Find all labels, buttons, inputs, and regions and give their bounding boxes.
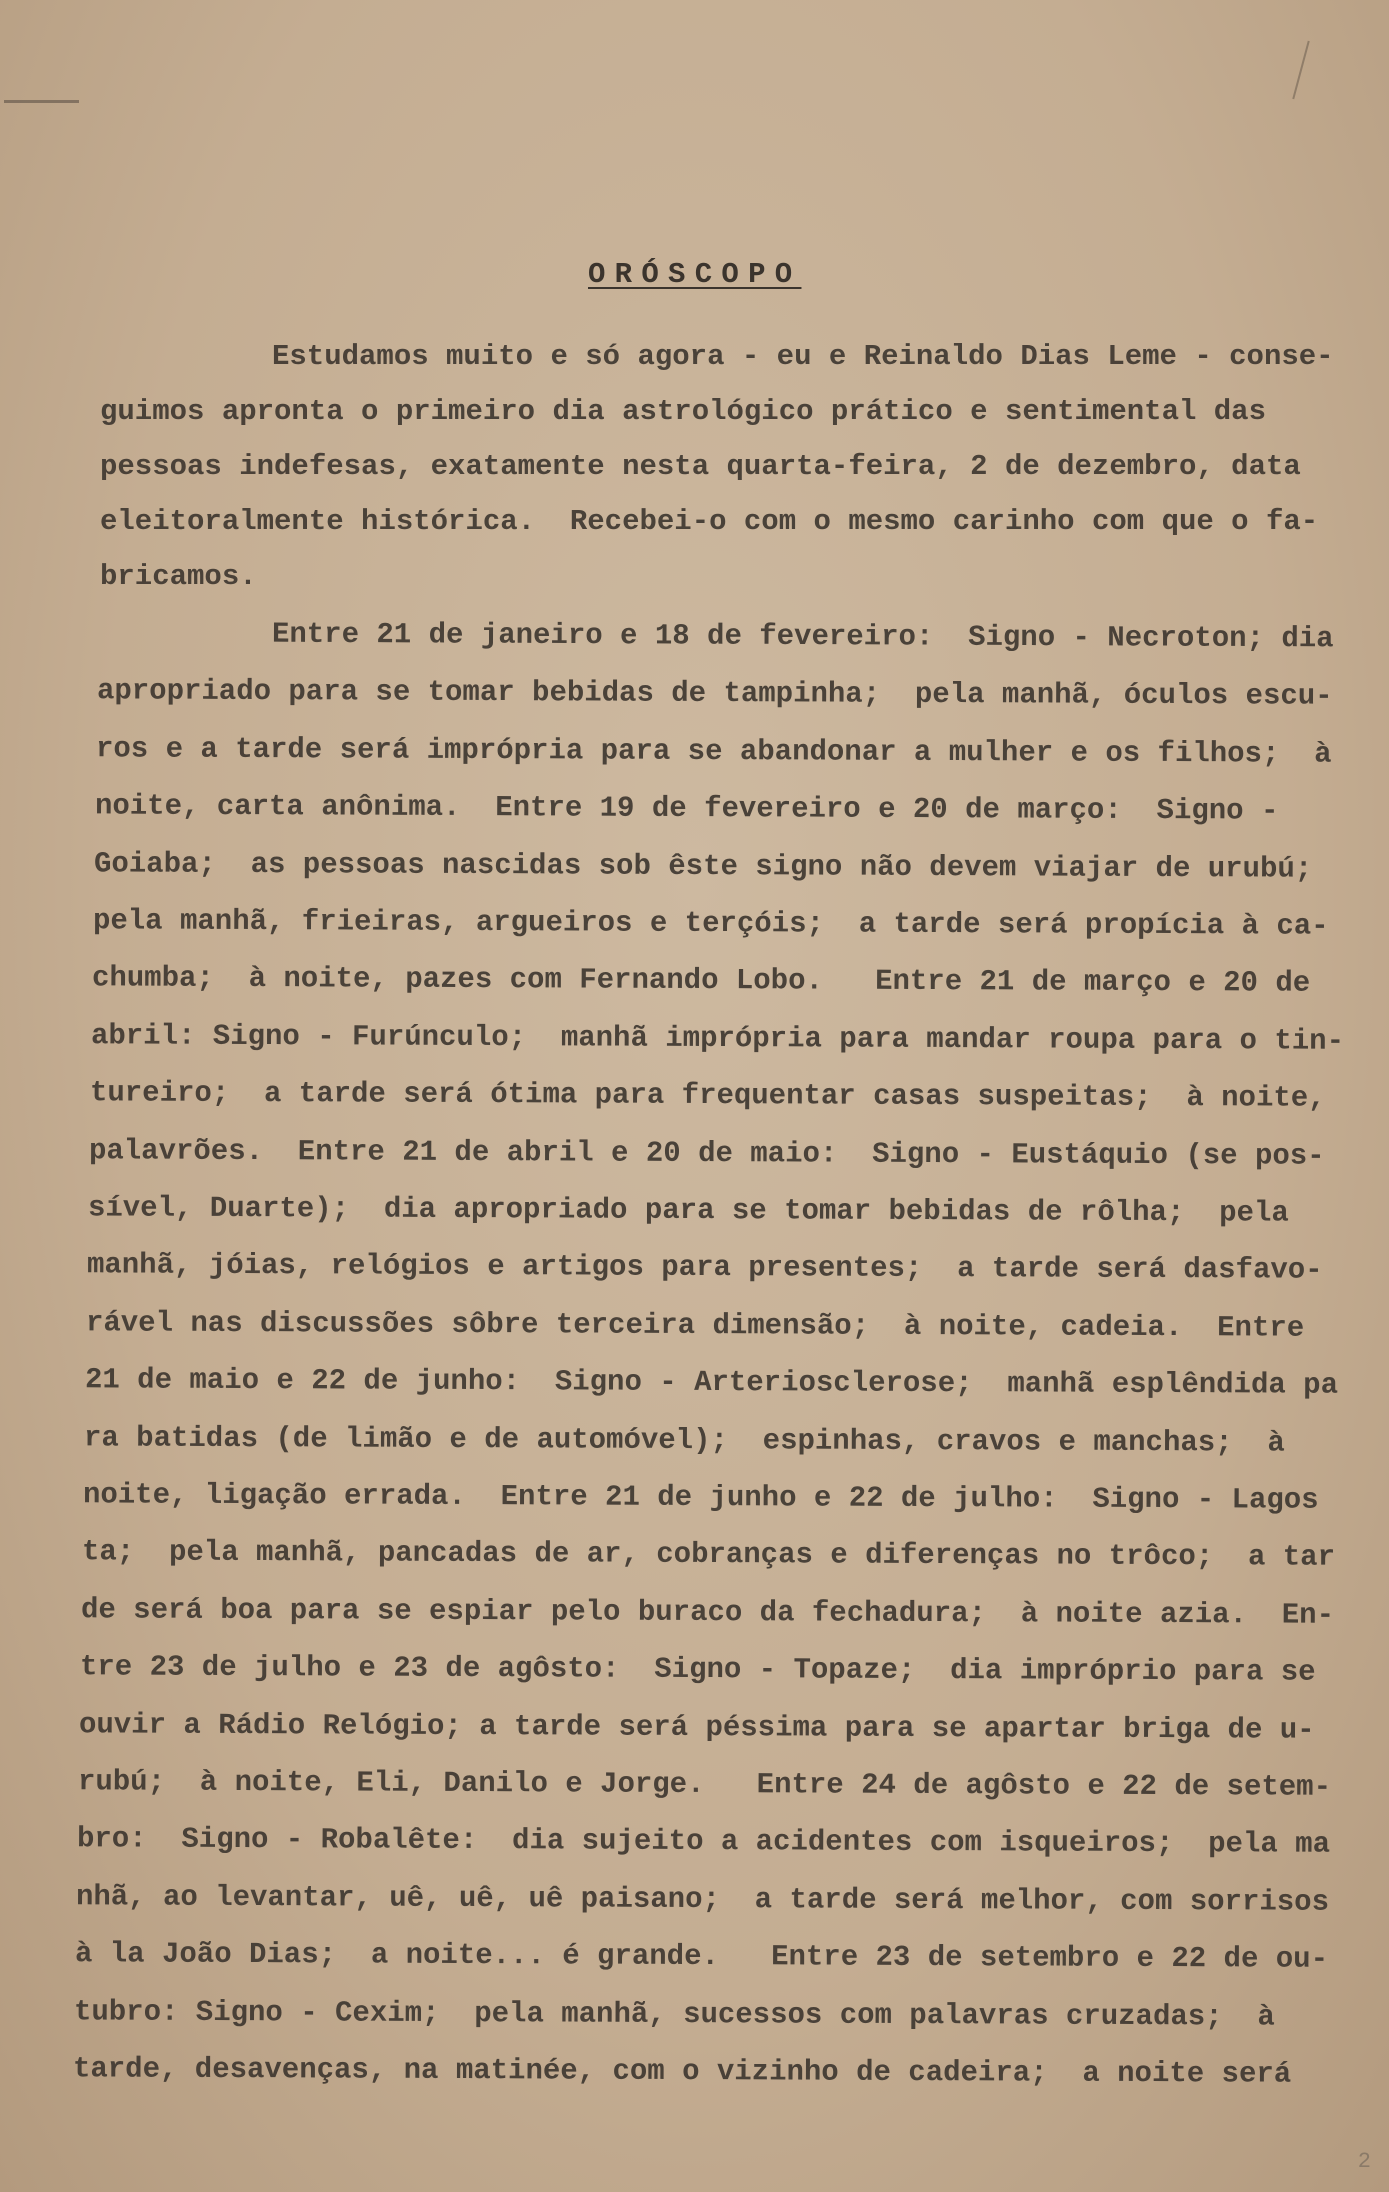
text-line: tubro: Signo - Cexim; pela manhã, sucessos com palavras cruzadas; à bbox=[73, 1994, 1275, 2034]
text-line: rubú; à noite, Eli, Danilo e Jorge. Entre 24 de agôsto e 22 de setem- bbox=[77, 1765, 1332, 1804]
text-line: bricamos. bbox=[100, 560, 257, 593]
text-line: palavrões. Entre 21 de abril e 20 de maio: Signo - Eustáquio (se pos- bbox=[88, 1133, 1325, 1173]
page-number: 2 bbox=[1357, 2149, 1371, 2174]
text-line: ra batidas (de limão e de automóvel); espinhas, cravos e manchas; à bbox=[83, 1420, 1285, 1460]
text-line: tarde, desavenças, na matinée, com o vizinho de cadeira; a noite será bbox=[72, 2052, 1292, 2091]
text-line: noite, ligação errada. Entre 21 de junho e 22 de julho: Signo - Lagos bbox=[82, 1478, 1319, 1517]
punch-mark bbox=[4, 100, 79, 103]
text-line: guimos apronta o primeiro dia astrológico prático e sentimental das bbox=[100, 395, 1266, 428]
text-line: chumba; à noite, pazes com Fernando Lobo. Entre 21 de março e 20 de bbox=[91, 961, 1311, 1001]
text-line: sível, Duarte); dia apropriado para se tomar bebidas de rôlha; pela bbox=[87, 1191, 1289, 1230]
text-line: Goiaba; as pessoas nascidas sob êste signo não devem viajar de urubú; bbox=[93, 846, 1313, 886]
text-line: manhã, jóias, relógios e artigos para presentes; a tarde será dasfavo- bbox=[86, 1248, 1323, 1288]
text-line: ros e a tarde será imprópria para se abandonar a mulher e os filhos; à bbox=[95, 732, 1332, 771]
text-line: de será boa para se espiar pelo buraco da fechadura; à noite azia. En- bbox=[80, 1593, 1335, 1632]
text-line: Entre 21 de janeiro e 18 de fevereiro: Signo - Necroton; dia bbox=[271, 617, 1334, 656]
pencil-mark bbox=[1292, 41, 1309, 99]
document-title: ORÓSCOPO bbox=[588, 258, 802, 291]
text-line: ta; pela manhã, pancadas de ar, cobranças e diferenças no trôco; a tar bbox=[81, 1535, 1336, 1575]
text-line: nhã, ao levantar, uê, uê, uê paisano; a tarde será melhor, com sorrisos bbox=[75, 1880, 1330, 1919]
text-line: apropriado para se tomar bebidas de tampinha; pela manhã, óculos escu- bbox=[96, 674, 1333, 714]
text-line: eleitoralmente histórica. Recebei-o com o mesmo carinho com que o fa- bbox=[100, 505, 1319, 538]
text-line: rável nas discussões sôbre terceira dimensão; à noite, cadeia. Entre bbox=[85, 1306, 1305, 1345]
text-line: 21 de maio e 22 de junho: Signo - Arteriosclerose; manhã esplêndida pa bbox=[84, 1363, 1339, 1402]
text-line: pela manhã, frieiras, argueiros e terçóis; a tarde será propícia à ca- bbox=[92, 904, 1329, 943]
text-line: à la João Dias; a noite... é grande. Entre 23 de setembro e 22 de ou- bbox=[74, 1937, 1329, 1976]
text-line: pessoas indefesas, exatamente nesta quarta-feira, 2 de dezembro, data bbox=[100, 450, 1301, 483]
text-line: ouvir a Rádio Relógio; a tarde será péssima para se apartar briga de u- bbox=[78, 1707, 1315, 1747]
text-line: tre 23 de julho e 23 de agôsto: Signo - Topaze; dia impróprio para se bbox=[79, 1650, 1316, 1689]
text-line: bro: Signo - Robalête: dia sujeito a acidentes com isqueiros; pela ma bbox=[76, 1822, 1331, 1862]
text-line: Estudamos muito e só agora - eu e Reinaldo Dias Leme - conse- bbox=[272, 340, 1334, 373]
text-line: abril: Signo - Furúnculo; manhã imprópria para mandar roupa para o tin- bbox=[90, 1019, 1345, 1058]
text-line: noite, carta anônima. Entre 19 de fevereiro e 20 de março: Signo - bbox=[94, 789, 1279, 828]
text-line: tureiro; a tarde será ótima para frequentar casas suspeitas; à noite, bbox=[89, 1076, 1326, 1115]
